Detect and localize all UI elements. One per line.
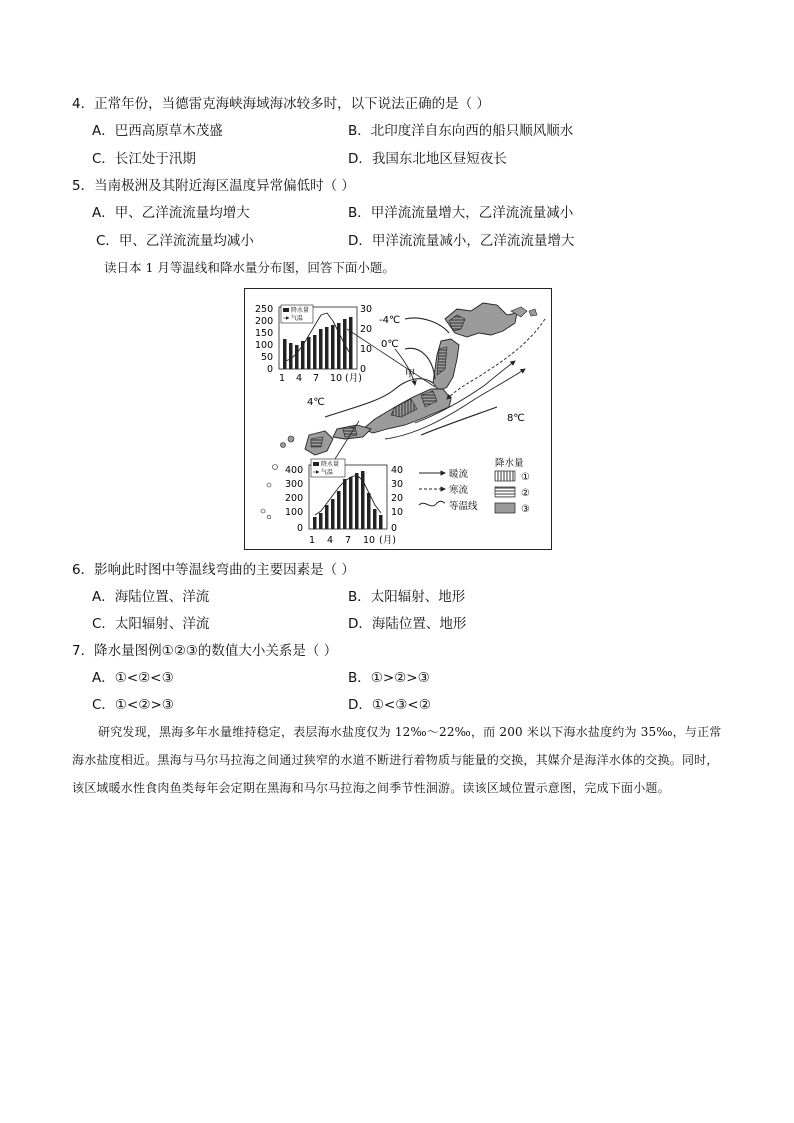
- chart-2-bar: [367, 493, 371, 529]
- chart-1-ytick-left: 100: [255, 340, 274, 351]
- chart-1-xtick: (月): [345, 373, 362, 384]
- chart-1-bar: [307, 337, 311, 369]
- islet: [281, 443, 286, 448]
- chart-1-legend-temp: 气温: [291, 315, 304, 322]
- legend-precip-title: 降水量: [495, 458, 524, 469]
- question-4-option-d[interactable]: D．我国东北地区昼短夜长: [348, 151, 507, 167]
- chart-1-bar: [325, 327, 329, 369]
- chart-2-ytick-right: 0: [391, 523, 398, 534]
- isotherm-label-4: 4℃: [307, 397, 325, 408]
- japan-isotherm-precipitation-map: [244, 288, 552, 550]
- chart-1-ytick-right: 10: [360, 344, 373, 355]
- islet: [288, 436, 294, 442]
- question-4-option-b[interactable]: B．北印度洋自东向西的船只顺风顺水: [348, 123, 574, 139]
- chart-2-bar: [343, 479, 347, 529]
- legend-isotherm-swatch: [419, 501, 445, 506]
- legend-precip-2-swatch: [495, 487, 515, 497]
- chart-1-bar: [289, 343, 293, 369]
- isotherm-label-8: 8℃: [507, 413, 525, 424]
- chart-2-xtick: 4: [327, 535, 334, 546]
- chart-2-xtick: 1: [309, 535, 316, 546]
- chart-2-legend-temp: 气温: [321, 469, 334, 476]
- map-svg: [245, 289, 551, 549]
- current-label-jia: 甲: [405, 369, 415, 380]
- chart-1-bar: [313, 335, 317, 369]
- legend-precip-3-label: ③: [521, 504, 530, 515]
- chart-2-bar: [319, 513, 323, 529]
- question-7-option-c[interactable]: C．①<②>③: [92, 697, 174, 713]
- legend-warm-current-label: 暖流: [449, 469, 469, 480]
- question-7-option-a[interactable]: A．①<②<③: [92, 670, 174, 686]
- legend-precip-1-label: ①: [521, 472, 530, 483]
- isotherm-minus4: [405, 318, 449, 333]
- question-6-option-b[interactable]: B．太阳辐射、地形: [348, 589, 466, 605]
- islet: [267, 483, 271, 487]
- chart-2-legend-precip: 降水量: [321, 461, 340, 468]
- chart-2-xtick: 7: [345, 535, 352, 546]
- question-7-option-d[interactable]: D．①<③<②: [348, 697, 431, 713]
- chart-1-xtick: 7: [313, 373, 320, 384]
- chart-1-bar: [319, 329, 323, 369]
- chart-2-bar: [313, 517, 317, 529]
- chart-1-bar: [295, 345, 299, 369]
- legend-precip-3-swatch: [495, 503, 515, 513]
- question-6-option-d[interactable]: D．海陆位置、地形: [348, 616, 467, 632]
- chart-2-temp-line: [315, 475, 381, 515]
- chart-2-bar: [355, 473, 359, 529]
- map-legend: [419, 457, 530, 515]
- chart-1-legend-precip: 降水量: [291, 307, 310, 314]
- chart-2-legend-precip-swatch: [313, 462, 319, 466]
- chart-2-ytick-left: 400: [285, 465, 304, 476]
- figure-intro-text: 读日本 1 月等温线和降水量分布图，回答下面小题。: [104, 260, 395, 275]
- islet: [273, 465, 278, 470]
- chart-2-ytick-left: 100: [285, 507, 304, 518]
- question-6-option-a[interactable]: A．海陆位置、洋流: [92, 589, 210, 605]
- question-5-option-d[interactable]: D．甲洋流流量减小，乙洋流流量增大: [348, 233, 575, 249]
- chart-2-bar: [373, 509, 377, 529]
- isotherm-label-0: 0℃: [381, 339, 399, 350]
- chart-2-bar: [325, 505, 329, 529]
- question-4-stem: 4．正常年份，当德雷克海峡海域海冰较多时，以下说法正确的是（ ）: [72, 96, 490, 112]
- chart-1-ytick-right: 0: [360, 364, 367, 375]
- chart-1-ytick-left: 250: [255, 304, 274, 315]
- climate-chart-2: [285, 421, 403, 546]
- question-6-option-c[interactable]: C．太阳辐射、洋流: [92, 616, 210, 632]
- kuril-islet: [529, 309, 537, 316]
- islet: [261, 509, 265, 513]
- honshu-north: [433, 339, 459, 391]
- question-6-stem: 6．影响此时图中等温线弯曲的主要因素是（ ）: [72, 562, 355, 578]
- chart-1-xtick: 10: [330, 373, 343, 384]
- legend-isotherm-label: 等温线: [449, 501, 478, 512]
- legend-precip-2-label: ②: [521, 488, 530, 499]
- chart-2-bar: [349, 477, 353, 529]
- question-7-stem: 7．降水量图例①②③的数值大小关系是（ ）: [72, 643, 338, 659]
- question-5-option-a[interactable]: A．甲、乙洋流流量均增大: [92, 205, 250, 221]
- chart-2-bar: [331, 499, 335, 529]
- kyushu-precip-zone-2: [311, 437, 323, 447]
- chart-1-ytick-right: 20: [360, 324, 373, 335]
- black-sea-intro-paragraph: 研究发现，黑海多年水量维持稳定，表层海水盐度仅为 12‰～22‰，而 200 米以下海水盐度约为 35‰，与正常海水盐度相近。黑海与马尔马拉海之间通过狭窄的水道不断进行着物质与能量的交换，其媒介是海洋水体的交换。同时，该区域暖水性食肉鱼类每年会定期在黑海和马尔马拉海之间季节性洄游。读该区域位置示意图，完成下面小题。: [72, 725, 722, 795]
- question-5-stem: 5．当南极洲及其附近海区温度异常偏低时（ ）: [72, 178, 355, 194]
- chart-1-bar: [283, 339, 287, 369]
- chart-2-bar: [379, 515, 383, 529]
- chart-2-ytick-right: 20: [391, 493, 404, 504]
- chart-1-ytick-left: 200: [255, 316, 274, 327]
- chart-1-xtick: 1: [279, 373, 286, 384]
- chart-2-xtick: (月): [379, 535, 396, 546]
- chart-2-ytick-left: 200: [285, 493, 304, 504]
- legend-precip-1-swatch: [495, 471, 515, 481]
- question-4-option-c[interactable]: C．长江处于汛期: [92, 151, 196, 167]
- chart-1-ytick-left: 50: [261, 352, 274, 363]
- question-4-option-a[interactable]: A．巴西高原草木茂盛: [92, 123, 223, 139]
- chart-1-ytick-left: 0: [267, 364, 274, 375]
- chart-1-ytick-right: 30: [360, 304, 373, 315]
- chart-2-ytick-left: 0: [297, 523, 304, 534]
- chart-1-xtick: 4: [296, 373, 303, 384]
- chart-2-ytick-right: 40: [391, 465, 404, 476]
- chart-1-legend-precip-swatch: [283, 308, 289, 312]
- question-7-option-b[interactable]: B．①>②>③: [348, 670, 430, 686]
- question-5-option-b[interactable]: B．甲洋流流量增大，乙洋流流量减小: [348, 205, 574, 221]
- legend-cold-current-label: 寒流: [449, 485, 469, 496]
- chart-1-bar: [349, 317, 353, 369]
- chart-1-ytick-left: 150: [255, 328, 274, 339]
- chart-2-xtick: 10: [363, 535, 376, 546]
- chart-2-ytick-right: 30: [391, 479, 404, 490]
- islet: [267, 515, 271, 519]
- question-5-option-c[interactable]: C．甲、乙洋流流量均减小: [96, 233, 254, 249]
- chart-2-bar: [337, 491, 341, 529]
- chart-2-ytick-left: 300: [285, 479, 304, 490]
- chart-2-ytick-right: 10: [391, 507, 404, 518]
- chart-1-bar: [331, 325, 335, 369]
- isotherm-label-minus4: -4℃: [379, 315, 401, 326]
